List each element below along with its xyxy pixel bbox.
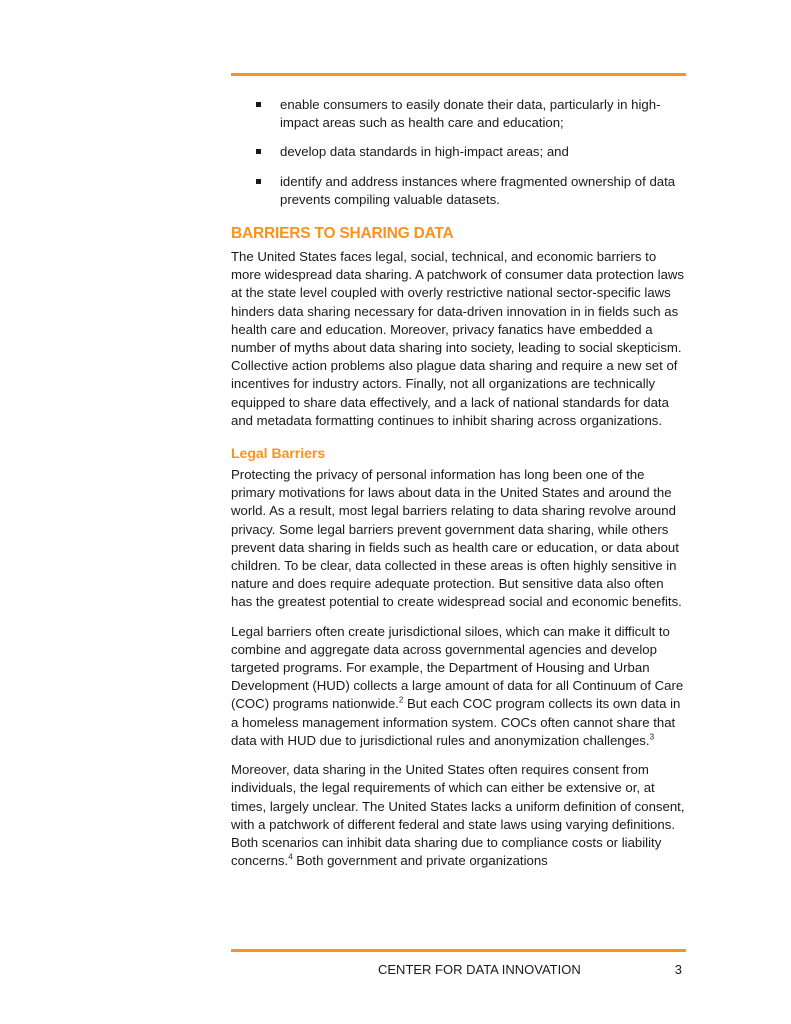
paragraph-text: Legal barriers often create jurisdictional siloes, which can make it difficult to combine and aggregate data across governmental agencies and develop targeted programs. For example, the Department of Housing and Urban Development (HUD) collects a large amount of data for all Continuum of Care (COC) programs nationwide.	[231, 623, 684, 712]
bottom-rule	[231, 949, 686, 952]
top-rule	[231, 73, 686, 76]
bullet-list	[231, 96, 686, 209]
subheading-legal-barriers: Legal Barriers	[231, 445, 326, 462]
legal-paragraph-3	[231, 761, 686, 870]
bullet-text: identify and address instances where fragmented ownership of data prevents compiling valuable datasets.	[280, 173, 676, 207]
page-number: 3	[674, 962, 682, 977]
footnote-ref[interactable]: 3	[649, 732, 655, 742]
footer-title: CENTER FOR DATA INNOVATION	[378, 962, 581, 977]
bullet-text: enable consumers to easily donate their data, particularly in high-impact areas such as health care and education;	[280, 97, 661, 131]
paragraph-text: Moreover, data sharing in the United States often requires consent from individuals, the legal requirements of which can either be extensive or, at times, largely unclear. The United States lacks a uniform definition of consent, with a patchwork of different federal and state laws using varying definitions. Both scenarios can inhibit data sharing due to compliance costs or liability concerns.	[231, 762, 685, 869]
legal-paragraph-1: Protecting the privacy of personal information has long been one of the primary motivations for laws about data in the United States and around the world. As a result, most legal barriers relating to data sharing revolve around privacy. Some legal barriers prevent government data sharing, while others prevent data sharing in fields such as health care or education, or data about children. To be clear, data collected in these areas is often highly sensitive in nature and does require adequate protection. But sensitive data also often has the greatest potential to create widespread social and economic benefits.	[231, 467, 682, 610]
square-bullet-icon	[256, 149, 261, 154]
section-paragraph: The United States faces legal, social, technical, and economic barriers to more widespread data sharing. A patchwork of consumer data protection laws at the state level coupled with overly restrictive national sector-specific laws hinders data sharing necessary for data-driven innovation in in fields such as health care and education. Moreover, privacy fanatics have embedded a number of myths about data sharing into society, leading to social skepticism. Collective action problems also plague data sharing and require a new set of incentives for industry actors. Finally, not all organizations are technically equipped to share data effectively, and a lack of national standards for data and metadata formatting continues to inhibit sharing across organizations.	[231, 249, 685, 428]
list-item	[231, 173, 686, 209]
footnote-ref[interactable]: 2	[398, 696, 404, 706]
list-item	[231, 96, 686, 132]
footnote-ref[interactable]: 4	[288, 852, 293, 862]
paragraph-text: But each COC program collects its own data in a homeless management information system. COCs often cannot share that data with HUD due to jurisdictional rules and anonymization challenges.	[231, 696, 681, 748]
square-bullet-icon	[256, 179, 261, 184]
paragraph-text: Both government and private organizations	[292, 853, 548, 869]
section-heading: BARRIERS TO SHARING DATA	[231, 225, 454, 243]
square-bullet-icon	[256, 102, 261, 107]
bullet-text: develop data standards in high-impact areas; and	[280, 144, 569, 160]
legal-paragraph-2	[231, 623, 686, 750]
list-item	[231, 143, 686, 161]
page-body	[231, 96, 686, 881]
